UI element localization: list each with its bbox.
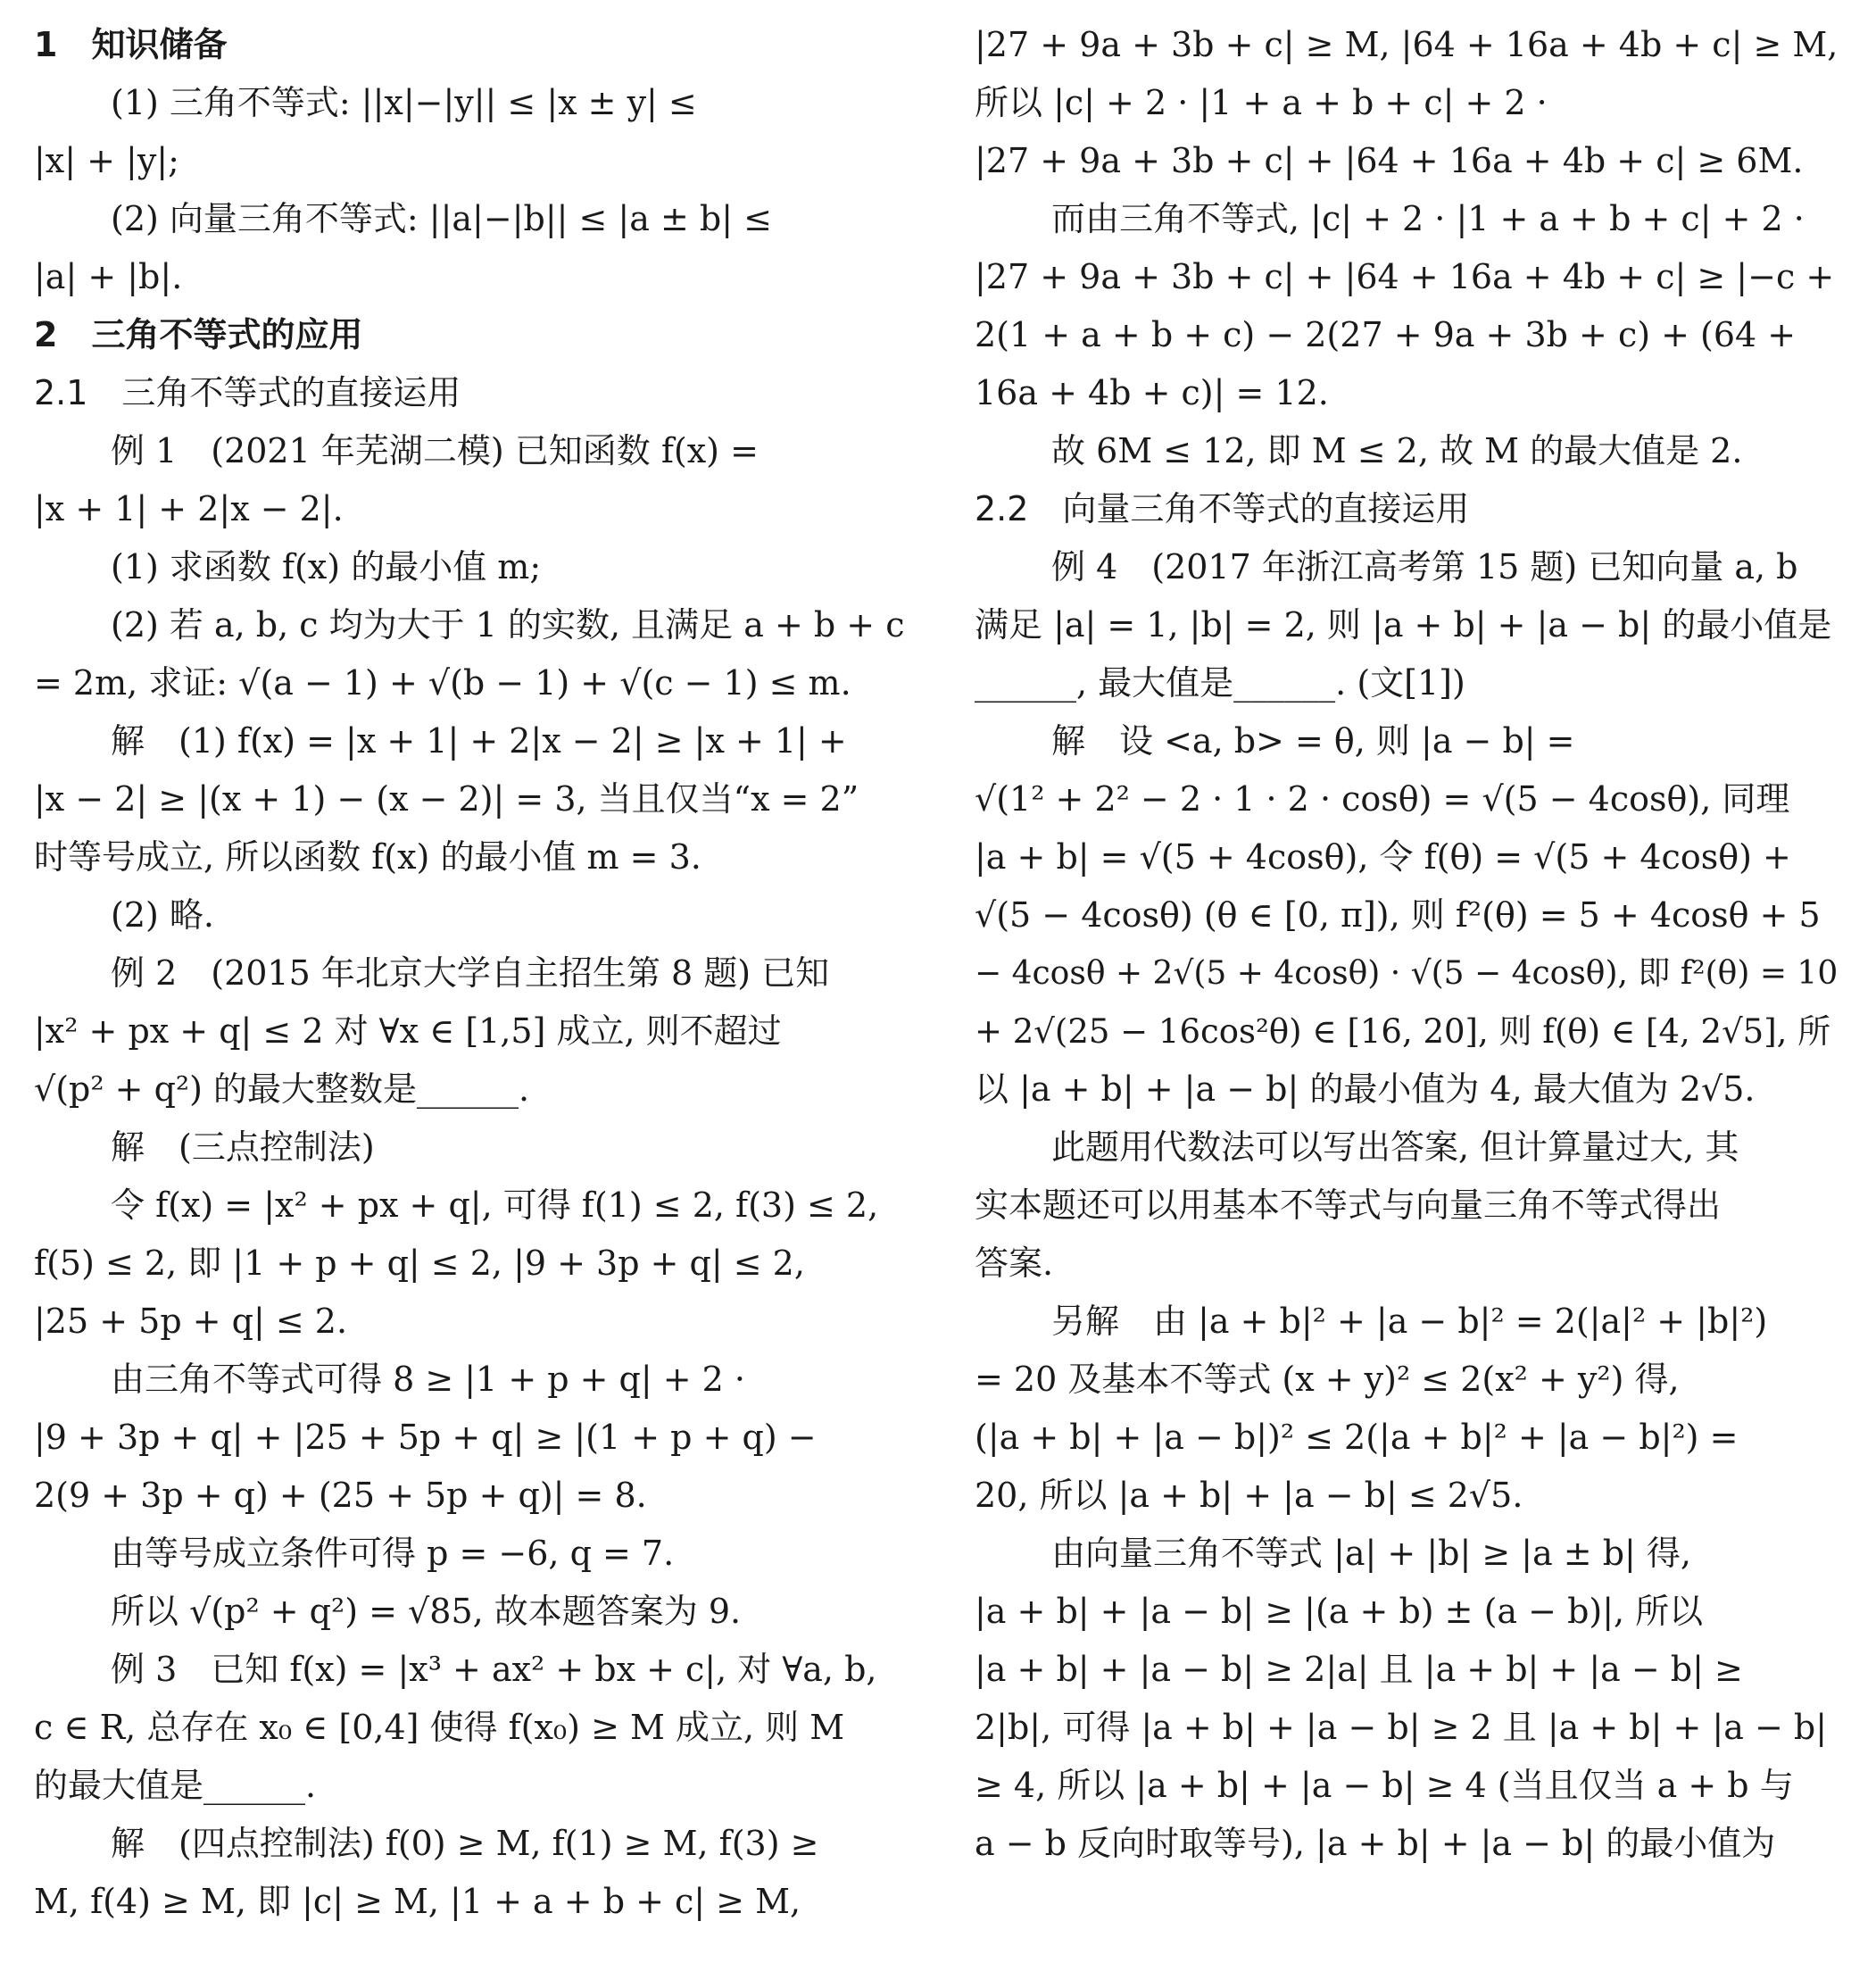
text-line: = 2m, 求证: √(a − 1) + √(b − 1) + √(c − 1) ≤ m.	[34, 663, 851, 703]
text-line: |x − 2| ≥ |(x + 1) − (x − 2)| = 3, 当且仅当“x = 2”	[34, 779, 859, 819]
text-line: 所以 |c| + 2 · |1 + a + b + c| + 2 ·	[975, 83, 1548, 122]
paragraph-start-line: 由向量三角不等式 |a| + |b| ≥ |a ± b| 得,	[1051, 1534, 1692, 1573]
paragraph-start-line: 解 设 <a, b> = θ, 则 |a − b| =	[1051, 721, 1575, 761]
section-heading: 1 知识储备	[34, 25, 228, 64]
text-line: − 4cosθ + 2√(5 + 4cosθ) · √(5 − 4cosθ), 即 f²(θ) = 10	[975, 955, 1839, 992]
paragraph-start-line: 解 (四点控制法) f(0) ≥ M, f(1) ≥ M, f(3) ≥	[111, 1824, 819, 1863]
paragraph-start-line: 解 (三点控制法)	[111, 1127, 375, 1167]
paragraph-start-line: 例 3 已知 f(x) = |x³ + ax² + bx + c|, 对 ∀a, b,	[111, 1650, 877, 1689]
paragraph-start-line: 例 4 (2017 年浙江高考第 15 题) 已知向量 a, b	[1051, 547, 1798, 586]
paragraph-start-line: 故 6M ≤ 12, 即 M ≤ 2, 故 M 的最大值是 2.	[1051, 431, 1743, 470]
text-line: |27 + 9a + 3b + c| ≥ M, |64 + 16a + 4b + c| ≥ M,	[975, 25, 1839, 64]
paragraph-start-line: 此题用代数法可以写出答案, 但计算量过大, 其	[1051, 1127, 1739, 1167]
text-line: 16a + 4b + c)| = 12.	[975, 373, 1329, 412]
text-line: 以 |a + b| + |a − b| 的最小值为 4, 最大值为 2√5.	[975, 1069, 1756, 1109]
paragraph-start-line: 所以 √(p² + q²) = √85, 故本题答案为 9.	[111, 1592, 742, 1631]
text-line: = 20 及基本不等式 (x + y)² ≤ 2(x² + y²) 得,	[975, 1360, 1680, 1399]
paragraph-start-line: 而由三角不等式, |c| + 2 · |1 + a + b + c| + 2 ·	[1051, 199, 1805, 238]
text-line: 实本题还可以用基本不等式与向量三角不等式得出	[975, 1185, 1722, 1225]
paragraph-start-line: (2) 向量三角不等式: ||a|−|b|| ≤ |a ± b| ≤	[111, 199, 772, 238]
text-line: |9 + 3p + q| + |25 + 5p + q| ≥ |(1 + p + q) −	[34, 1418, 817, 1457]
text-line: + 2√(25 − 16cos²θ) ∈ [16, 20], 则 f(θ) ∈ [4, 2√5], 所	[975, 1012, 1831, 1051]
subsection-heading: 2.1 三角不等式的直接运用	[34, 373, 461, 412]
text-line: M, f(4) ≥ M, 即 |c| ≥ M, |1 + a + b + c| ≥ M,	[34, 1882, 801, 1921]
text-line: |25 + 5p + q| ≤ 2.	[34, 1302, 348, 1341]
paragraph-start-line: (2) 若 a, b, c 均为大于 1 的实数, 且满足 a + b + c	[111, 605, 905, 645]
paragraph-start-line: (1) 求函数 f(x) 的最小值 m;	[111, 547, 542, 586]
text-line: 答案.	[975, 1244, 1054, 1283]
paragraph-start-line: 由三角不等式可得 8 ≥ |1 + p + q| + 2 ·	[111, 1360, 746, 1399]
paragraph-start-line: 另解 由 |a + b|² + |a − b|² = 2(|a|² + |b|²)	[1051, 1302, 1768, 1341]
paragraph-start-line: (2) 略.	[111, 895, 214, 935]
text-line: ______, 最大值是______. (文[1])	[975, 663, 1465, 703]
paragraph-start-line: 解 (1) f(x) = |x + 1| + 2|x − 2| ≥ |x + 1| +	[111, 721, 847, 761]
text-line: |a + b| = √(5 + 4cosθ), 令 f(θ) = √(5 + 4cosθ) +	[975, 837, 1791, 877]
text-line: 时等号成立, 所以函数 f(x) 的最小值 m = 3.	[34, 837, 701, 877]
paragraph-start-line: 令 f(x) = |x² + px + q|, 可得 f(1) ≤ 2, f(3) ≤ 2,	[111, 1185, 879, 1225]
text-line: |x + 1| + 2|x − 2|.	[34, 489, 344, 528]
text-line: f(5) ≤ 2, 即 |1 + p + q| ≤ 2, |9 + 3p + q| ≤ 2,	[34, 1244, 805, 1283]
text-line: |27 + 9a + 3b + c| + |64 + 16a + 4b + c| ≥ 6M.	[975, 141, 1804, 180]
text-line: 的最大值是______.	[34, 1766, 317, 1805]
text-line: c ∈ R, 总存在 x₀ ∈ [0,4] 使得 f(x₀) ≥ M 成立, 则 M	[34, 1708, 845, 1747]
paragraph-start-line: 由等号成立条件可得 p = −6, q = 7.	[111, 1534, 675, 1573]
text-line: |a| + |b|.	[34, 257, 183, 296]
text-line: |a + b| + |a − b| ≥ 2|a| 且 |a + b| + |a − b| ≥	[975, 1650, 1743, 1689]
text-line: ≥ 4, 所以 |a + b| + |a − b| ≥ 4 (当且仅当 a + b 与	[975, 1766, 1794, 1805]
text-line: 20, 所以 |a + b| + |a − b| ≤ 2√5.	[975, 1476, 1523, 1515]
text-line: √(1² + 2² − 2 · 1 · 2 · cosθ) = √(5 − 4cosθ), 同理	[975, 779, 1790, 819]
text-line: a − b 反向时取等号), |a + b| + |a − b| 的最小值为	[975, 1824, 1776, 1863]
right-column	[975, 16, 1849, 1873]
left-column	[34, 16, 909, 1931]
text-line: 2|b|, 可得 |a + b| + |a − b| ≥ 2 且 |a + b| + |a − b|	[975, 1708, 1828, 1747]
text-line: 2(1 + a + b + c) − 2(27 + 9a + 3b + c) + (64 +	[975, 315, 1797, 354]
text-line: √(p² + q²) 的最大整数是______.	[34, 1069, 530, 1109]
text-line: 满足 |a| = 1, |b| = 2, 则 |a + b| + |a − b| 的最小值是	[975, 605, 1832, 645]
text-line: |27 + 9a + 3b + c| + |64 + 16a + 4b + c| ≥ |−c +	[975, 257, 1835, 296]
text-line: |x² + px + q| ≤ 2 对 ∀x ∈ [1,5] 成立, 则不超过	[34, 1011, 782, 1051]
paragraph-start-line: (1) 三角不等式: ||x|−|y|| ≤ |x ± y| ≤	[111, 83, 697, 122]
text-line: (|a + b| + |a − b|)² ≤ 2(|a + b|² + |a − b|²) =	[975, 1418, 1739, 1457]
section-heading: 2 三角不等式的应用	[34, 315, 363, 354]
subsection-heading: 2.2 向量三角不等式的直接运用	[975, 489, 1470, 528]
text-line: |a + b| + |a − b| ≥ |(a + b) ± (a − b)|, 所以	[975, 1592, 1704, 1631]
text-line: 2(9 + 3p + q) + (25 + 5p + q)| = 8.	[34, 1476, 647, 1515]
text-line: √(5 − 4cosθ) (θ ∈ [0, π]), 则 f²(θ) = 5 + 4cosθ + 5	[975, 895, 1821, 935]
paragraph-start-line: 例 1 (2021 年芜湖二模) 已知函数 f(x) =	[111, 431, 759, 470]
text-line: |x| + |y|;	[34, 141, 179, 180]
paragraph-start-line: 例 2 (2015 年北京大学自主招生第 8 题) 已知	[111, 953, 830, 993]
